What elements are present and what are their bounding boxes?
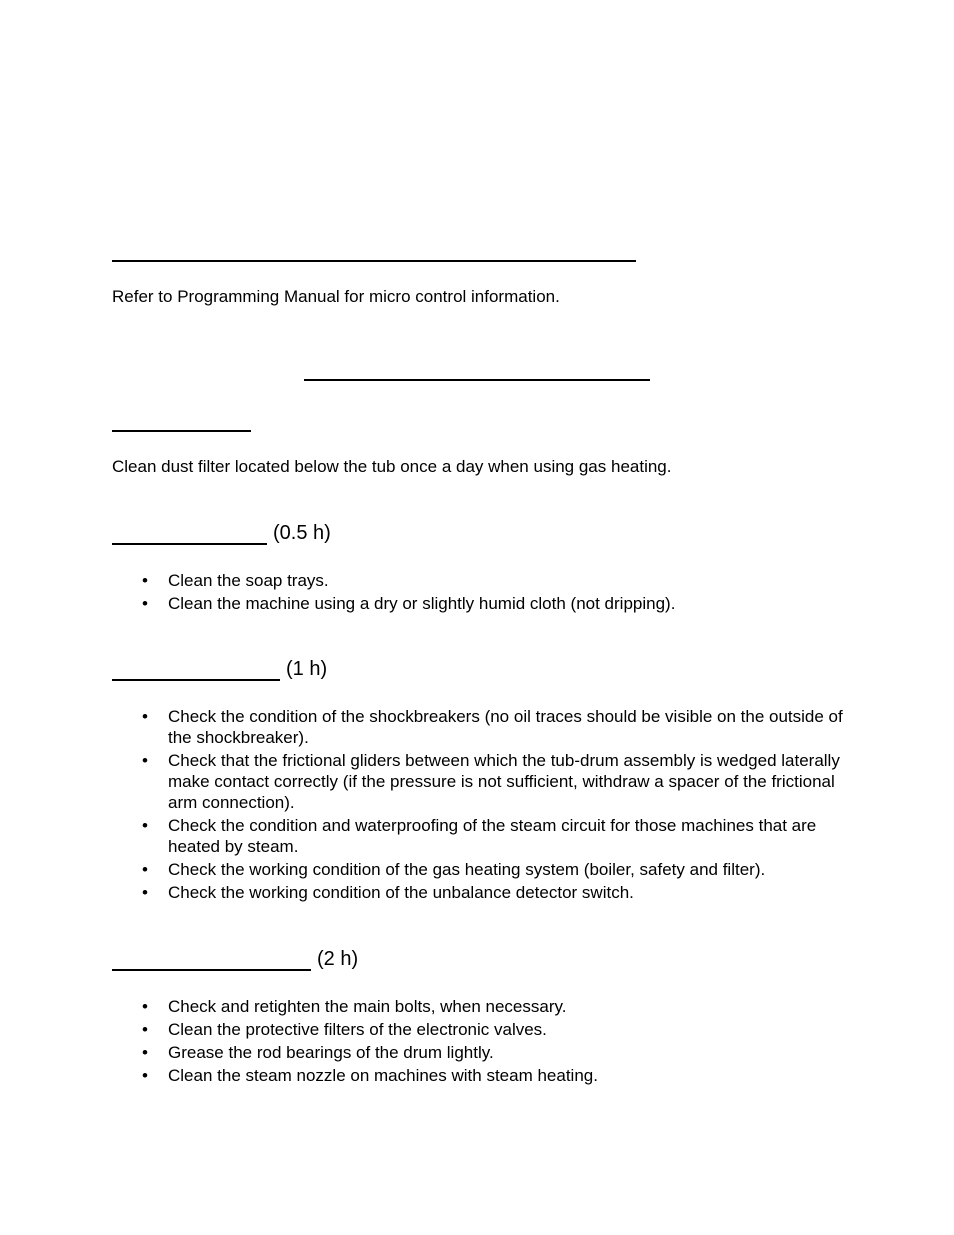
- subheading-rule: [112, 430, 251, 432]
- section-title-rule: [304, 379, 650, 381]
- list-item: • Check the condition and waterproofing of the steam circuit for those machines that are heated by steam.: [142, 816, 817, 856]
- section-2-list: [112, 706, 852, 905]
- bullet-icon: •: [142, 883, 148, 902]
- list-item: • Clean the steam nozzle on machines with steam heating.: [142, 1066, 598, 1085]
- section-1-list: [112, 570, 852, 616]
- bullet-icon: •: [142, 707, 148, 726]
- title-rule: [112, 260, 636, 262]
- list-item: • Check the condition of the shockbreakers (no oil traces should be visible on the outside of the shockbreaker).: [142, 707, 843, 747]
- bullet-icon: •: [142, 997, 148, 1016]
- section-1-heading-rule: [112, 543, 267, 545]
- intro-text: Refer to Programming Manual for micro control information.: [112, 287, 560, 306]
- list-item: • Clean the protective filters of the electronic valves.: [142, 1020, 547, 1039]
- dust-filter-text: Clean dust filter located below the tub once a day when using gas heating.: [112, 457, 672, 476]
- section-3-list: [112, 996, 852, 1088]
- list-item: • Check the working condition of the unbalance detector switch.: [142, 883, 634, 902]
- bullet-icon: •: [142, 594, 148, 613]
- list-item: • Grease the rod bearings of the drum lightly.: [142, 1043, 494, 1062]
- section-2-heading-rule: [112, 679, 280, 681]
- bullet-icon: •: [142, 751, 148, 770]
- list-item: • Check that the frictional gliders between which the tub-drum assembly is wedged laterally make contact correctly (if the pressure is not sufficient, withdraw a spacer of the frictional arm connection).: [142, 751, 840, 812]
- bullet-icon: •: [142, 571, 148, 590]
- bullet-icon: •: [142, 816, 148, 835]
- bullet-icon: •: [142, 1066, 148, 1085]
- list-item: • Clean the machine using a dry or slightly humid cloth (not dripping).: [142, 594, 676, 613]
- bullet-icon: •: [142, 860, 148, 879]
- section-1-duration: (0.5 h): [273, 522, 331, 544]
- list-item: • Check and retighten the main bolts, when necessary.: [142, 997, 567, 1016]
- section-3-heading-rule: [112, 969, 311, 971]
- bullet-icon: •: [142, 1043, 148, 1062]
- section-2-duration: (1 h): [286, 658, 328, 680]
- bullet-icon: •: [142, 1020, 148, 1039]
- section-3-duration: (2 h): [317, 948, 359, 970]
- list-item: • Check the working condition of the gas heating system (boiler, safety and filter).: [142, 860, 766, 879]
- list-item: • Clean the soap trays.: [142, 571, 329, 590]
